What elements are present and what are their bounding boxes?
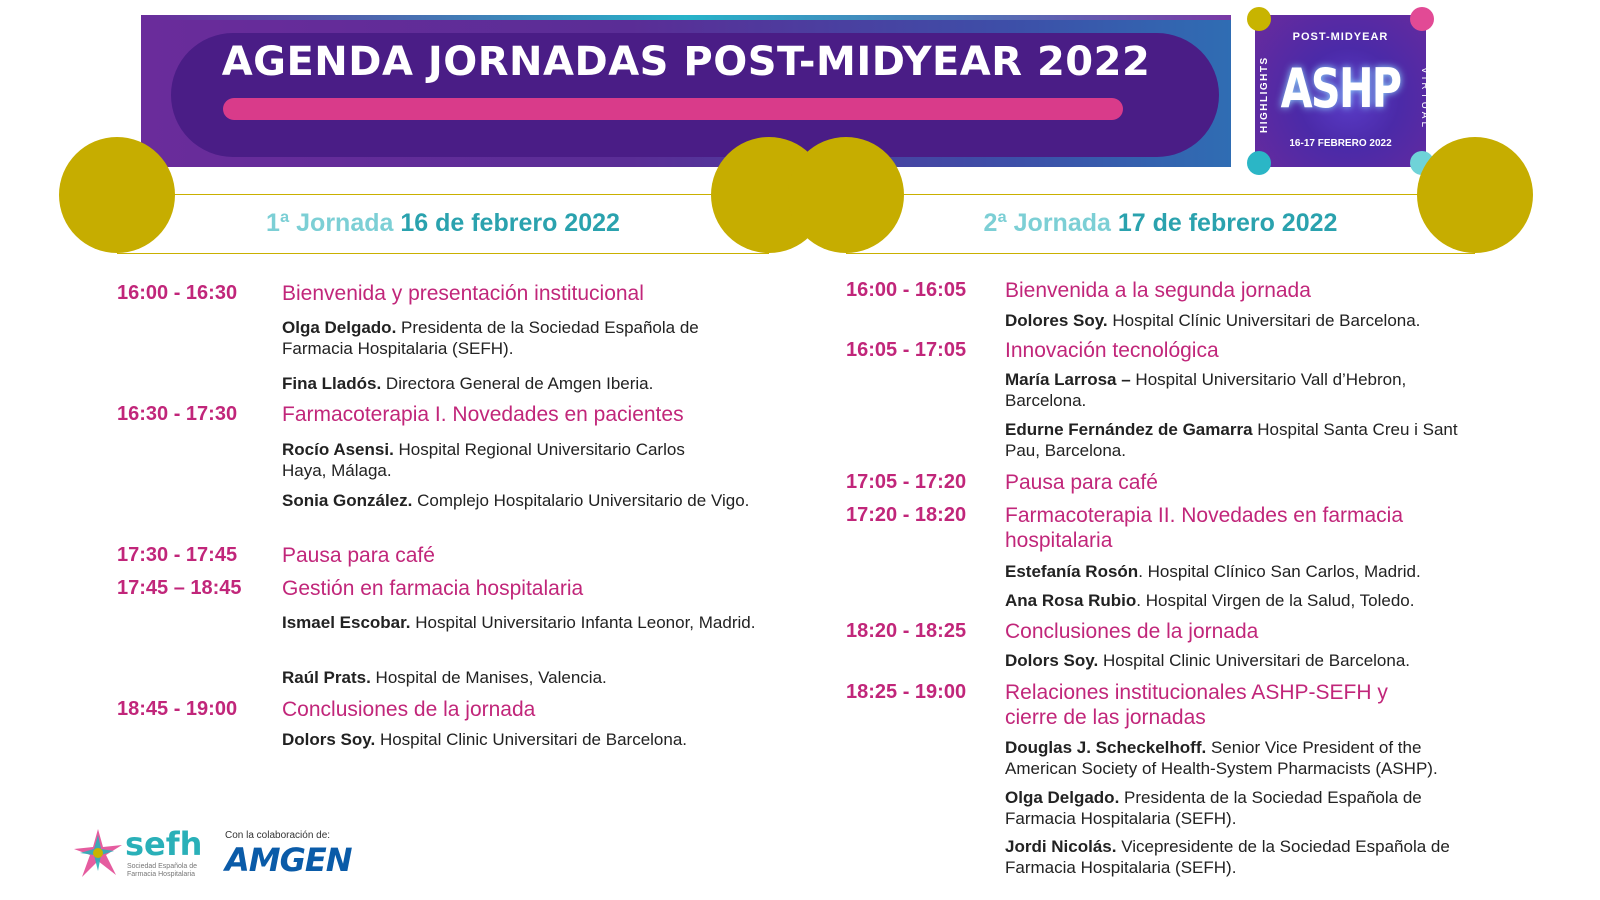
- sefh-subtitle: Sociedad Española de Farmacia Hospitalaria: [127, 863, 198, 878]
- session-topic: Bienvenida a la segunda jornada: [1005, 279, 1311, 302]
- speaker-affiliation: Hospital Clinic Universitari de Barcelona.: [379, 730, 688, 749]
- speaker-affiliation: Hospital Universitario Infanta Leonor, Madrid.: [415, 613, 756, 632]
- session-topic: Pausa para café: [282, 544, 435, 567]
- amgen-wordmark: AMGEN: [225, 841, 352, 879]
- session-topic: Conclusiones de la jornada: [1005, 620, 1259, 643]
- session-time: 18:20 - 18:25: [846, 620, 967, 642]
- amgen-logo: [225, 830, 352, 879]
- speaker-name: Dolors Soy.: [1005, 651, 1099, 670]
- session-topic: Bienvenida y presentación institucional: [282, 282, 644, 305]
- collaboration-label: Con la colaboración de:: [225, 830, 331, 841]
- speaker-name: Estefanía Rosón: [1005, 562, 1139, 581]
- speaker-name: Jordi Nicolás.: [1005, 837, 1117, 856]
- speaker-name: Edurne Fernández de Gamarra: [1005, 420, 1253, 439]
- day2-header: [846, 194, 1475, 254]
- logo-corner-dot: [1247, 151, 1271, 175]
- speaker-name: Douglas J. Scheckelhoff.: [1005, 738, 1207, 757]
- speaker-name: Dolores Soy.: [1005, 311, 1108, 330]
- logo-corner-dot: [1247, 7, 1271, 31]
- speaker: [1005, 369, 1475, 411]
- day1-date: 16 de febrero 2022: [400, 209, 620, 237]
- session-time: 16:00 - 16:30: [117, 282, 238, 304]
- speaker-name: María Larrosa –: [1005, 370, 1131, 389]
- speaker-name: Dolors Soy.: [282, 730, 376, 749]
- speaker: [282, 667, 772, 688]
- day1-header: [117, 194, 769, 254]
- speaker-affiliation: . Hospital Virgen de la Salud, Toledo.: [1136, 591, 1415, 610]
- header-banner: [141, 15, 1231, 167]
- speaker: [1005, 650, 1480, 671]
- session-time: 16:30 - 17:30: [117, 403, 238, 425]
- speaker-affiliation: Hospital Clínic Universitari de Barcelona.: [1112, 311, 1421, 330]
- speaker-name: Sonia González.: [282, 491, 413, 510]
- page-title: AGENDA JORNADAS POST-MIDYEAR 2022: [221, 39, 1151, 85]
- speaker: [282, 612, 772, 633]
- session-time: 17:30 - 17:45: [117, 544, 238, 566]
- speaker-name: Ana Rosa Rubio: [1005, 591, 1137, 610]
- speaker: [1005, 561, 1475, 582]
- ashp-logo-dates: 16-17 FEBRERO 2022: [1289, 138, 1392, 149]
- speaker: [282, 490, 772, 511]
- session-topic: Farmacoterapia II. Novedades en farmacia hospitalaria: [1005, 504, 1404, 552]
- speaker: [1005, 310, 1480, 331]
- speaker-name: Olga Delgado.: [282, 318, 397, 337]
- sefh-wordmark: sefh: [125, 825, 203, 863]
- speaker-affiliation: Hospital Santa Creu i Sant Pau, Barcelona.: [1005, 420, 1458, 460]
- speaker-affiliation: Senior Vice President of the American Society of Health-System Pharmacists (ASHP).: [1005, 738, 1438, 778]
- session-topic: Gestión en farmacia hospitalaria: [282, 577, 584, 600]
- speaker-affiliation: Hospital Regional Universitario Carlos Haya, Málaga.: [282, 440, 685, 480]
- speaker-affiliation: Hospital Clinic Universitari de Barcelona.: [1102, 651, 1411, 670]
- ashp-logo-main: ASHP: [1280, 57, 1401, 120]
- speaker: [282, 439, 712, 481]
- day2-date: 17 de febrero 2022: [1117, 209, 1338, 237]
- day1-label: 1ª Jornada: [266, 209, 394, 237]
- speaker-name: Olga Delgado.: [1005, 788, 1120, 807]
- session-time: 17:05 - 17:20: [846, 471, 967, 493]
- session-time: 16:00 - 16:05: [846, 279, 967, 301]
- ashp-logo-left: HIGHLIGHTS: [1259, 56, 1270, 133]
- day2-label: 2ª Jornada: [983, 209, 1111, 237]
- speaker-name: Raúl Prats.: [282, 668, 371, 687]
- speaker-affiliation: Presidenta de la Sociedad Española de Farmacia Hospitalaria (SEFH).: [282, 318, 699, 358]
- session-time: 17:45 – 18:45: [117, 577, 242, 599]
- sefh-mark-icon: [70, 825, 126, 881]
- speaker: [1005, 836, 1465, 878]
- speaker: [1005, 419, 1475, 461]
- logo-corner-dot: [1410, 7, 1434, 31]
- session-topic: Relaciones institucionales ASHP-SEFH y cierre de las jornadas: [1005, 681, 1388, 729]
- speaker-name: Rocío Asensi.: [282, 440, 394, 459]
- session-topic: Farmacoterapia I. Novedades en pacientes: [282, 403, 684, 426]
- ashp-logo-right: VIRTUAL: [1418, 66, 1430, 131]
- speaker: [1005, 590, 1475, 611]
- speaker-affiliation: Hospital de Manises, Valencia.: [375, 668, 607, 687]
- speaker-affiliation: Presidenta de la Sociedad Española de Farmacia Hospitalaria (SEFH).: [1005, 788, 1422, 828]
- banner-accent-bar: [223, 98, 1123, 120]
- speaker: [282, 317, 772, 359]
- speaker-affiliation: Vicepresidente de la Sociedad Española de Farmacia Hospitalaria (SEFH).: [1005, 837, 1450, 877]
- speaker: [282, 729, 772, 750]
- session-time: 18:45 - 19:00: [117, 698, 238, 720]
- speaker-affiliation: . Hospital Clínico San Carlos, Madrid.: [1138, 562, 1421, 581]
- speaker: [1005, 787, 1465, 829]
- session-time: 17:20 - 18:20: [846, 504, 967, 526]
- speaker-name: Ismael Escobar.: [282, 613, 411, 632]
- ashp-logo: [1255, 15, 1430, 167]
- speaker-affiliation: Complejo Hospitalario Universitario de Vigo.: [417, 491, 750, 510]
- speaker-affiliation: Hospital Universitario Vall d’Hebron, Barcelona.: [1005, 370, 1407, 410]
- session-time: 16:05 - 17:05: [846, 339, 967, 361]
- session-topic: Innovación tecnológica: [1005, 339, 1219, 362]
- session-time: 18:25 - 19:00: [846, 681, 967, 703]
- speaker: [1005, 737, 1480, 779]
- ashp-logo-top: POST-MIDYEAR: [1292, 31, 1389, 43]
- speaker-affiliation: Directora General de Amgen Iberia.: [385, 374, 654, 393]
- session-topic: Pausa para café: [1005, 471, 1158, 494]
- speaker: [282, 373, 772, 394]
- sefh-logo: [70, 825, 210, 885]
- speaker-name: Fina Lladós.: [282, 374, 382, 393]
- session-topic: Conclusiones de la jornada: [282, 698, 536, 721]
